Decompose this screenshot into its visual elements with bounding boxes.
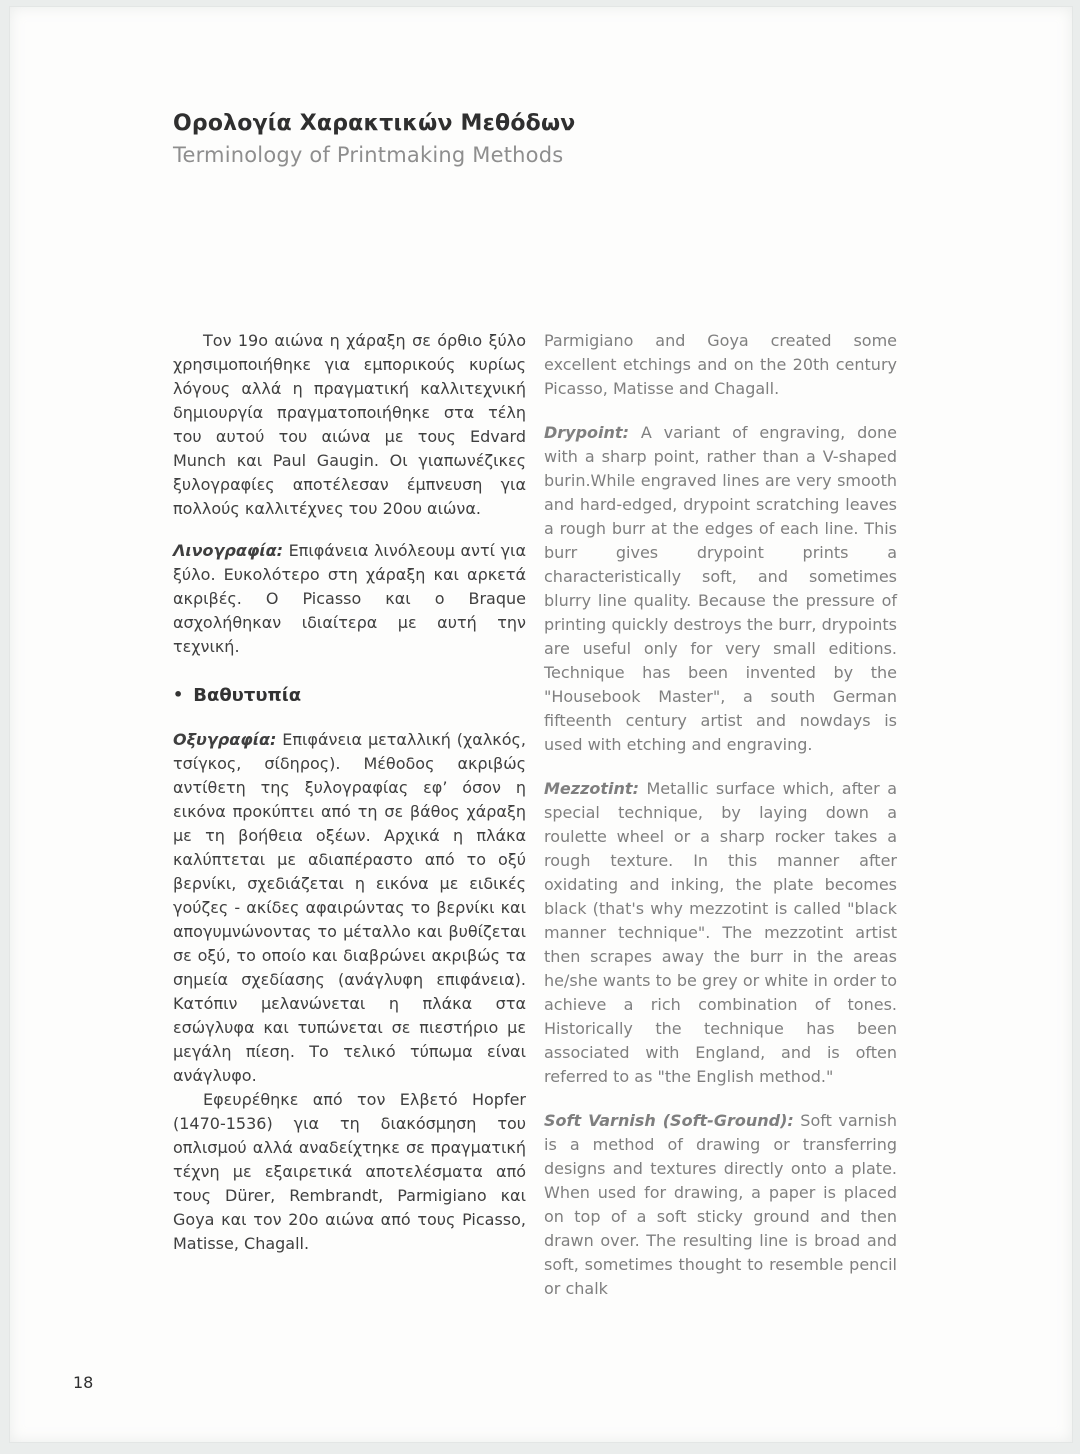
paragraph-linography <box>173 539 526 659</box>
paragraph-etching-greek <box>173 728 526 1088</box>
bullet-icon: • <box>173 685 184 704</box>
page-title-greek: Ορολογία Χαρακτικών Μεθόδων <box>173 111 576 136</box>
paragraph-soft-varnish <box>544 1109 897 1301</box>
term-mezzotint: Mezzotint: <box>544 779 639 798</box>
paragraph-drypoint <box>544 421 897 757</box>
paragraph-etching-invention: Εφευρέθηκε από τον Ελβετό Hopfer (1470-1536) για τη διακόσμηση του οπλισμού αλλά αναδείχτηκε σε πραγματική τέχνη με εξαιρετικά αποτελέσματα από τους Dürer, Rembrandt, Parmigiano και Goya και τον 20ο αιώνα από τους Picasso, Matisse, Chagall. <box>173 1090 526 1253</box>
term-drypoint: Drypoint: <box>544 423 629 442</box>
term-linography: Λινογραφία: <box>173 541 283 560</box>
paragraph-etching-greek-body: Επιφάνεια μεταλλική (χαλκός, τσίγκος, σίδηρος). Μέθοδος ακριβώς αντίθετη της ξυλογραφίας εφ’ όσον η εικόνα προκύπτει από τη σε βάθος χάραξη με τη βοήθεια οξέων. Αρχικά η πλάκα καλύπτεται με αδιαπέραστο από το οξύ βερνίκι, σχεδιάζεται η εικόνα με ειδικές γούζες - ακίδες αφαιρώντας το βερνίκι και απογυμνώνοντας το μέταλλο και βυθίζεται σε οξύ, το οποίο και διαβρώνει ακριβώς τα σημεία σχεδίασης (ανάγλυφη επιφάνεια). Κατόπιν μελανώνεται η πλάκα στα εσώγλυφα και τυπώνεται σε πιεστήριο με μεγάλη πίεση. Το τελικό τύπωμα είναι ανάγλυφο. <box>173 730 526 1085</box>
paragraph-soft-varnish-body: Soft varnish is a method of drawing or transferring designs and textures directly onto a plate. When used for drawing, a paper is placed on top of a soft sticky ground and then drawn over. The resulting line is broad and soft, sometimes thought to resemble pencil or chalk <box>544 1111 898 1298</box>
paragraph-mezzotint-body: Metallic surface which, after a special technique, by laying down a roulette wheel or a sharp rocker takes a rough texture. In this manner after oxidating and inking, the plate becomes black (that's why mezzotint is called "black manner technique". The mezzotint artist then scrapes away the burr in the areas he/she wants to be grey or white in order to achieve a rich combination of tones. Historically the technique has been associated with England, and is often referred to as "the English method." <box>544 779 897 1086</box>
term-etching-greek: Οξυγραφία: <box>173 730 277 749</box>
section-heading-text: Βαθυτυπία <box>193 685 302 706</box>
scanned-page <box>9 6 1073 1443</box>
english-column <box>544 329 897 1321</box>
page-title-english: Terminology of Printmaking Methods <box>173 143 564 167</box>
term-soft-varnish: Soft Varnish (Soft-Ground): <box>544 1111 794 1130</box>
two-column-body <box>173 329 897 1321</box>
paragraph-parmigiano: Parmigiano and Goya created some excellent etchings and on the 20th century Picasso, Matisse and Chagall. <box>544 331 897 398</box>
page-number: 18 <box>73 1373 94 1392</box>
greek-column <box>173 329 526 1321</box>
paragraph-mezzotint <box>544 777 897 1089</box>
page-header <box>173 111 576 167</box>
paragraph-linography-body: Επιφάνεια λινόλεουμ αντί για ξύλο. Ευκολότερο στη χάραξη και αρκετά ακριβές. Ο Picasso και ο Braque ασχολήθηκαν ιδιαίτερα με αυτή την τεχνική. <box>173 541 526 656</box>
paragraph-drypoint-body: A variant of engraving, done with a sharp point, rather than a V-shaped burin.While engraved lines are very smooth and hard-edged, drypoint scratching leaves a rough burr at the edges of each line. This burr gives drypoint prints a characteristically soft, and sometimes blurry line quality. Because the pressure of printing quickly destroys the burr, drypoints are useful only for very small editions. Technique has been invented by the "Housebook Master", a south German fifteenth century artist and nowdays is used with etching and engraving. <box>544 423 897 754</box>
paragraph-wood-engraving-history: Τον 19ο αιώνα η χάραξη σε όρθιο ξύλο χρησιμοποιήθηκε για εμπορικούς κυρίως λόγους αλλά η πραγματική καλλιτεχνική δημιουργία πραγματοποιήθηκε στα τέλη του αυτού του αιώνα με τους Edvard Munch και Paul Gaugin. Οι γιαπωνέζικες ξυλογραφίες αποτέλεσαν έμπνευση για πολλούς καλλιτέχνες του 20ου αιώνα. <box>173 331 526 518</box>
section-heading-intaglio <box>173 685 526 706</box>
